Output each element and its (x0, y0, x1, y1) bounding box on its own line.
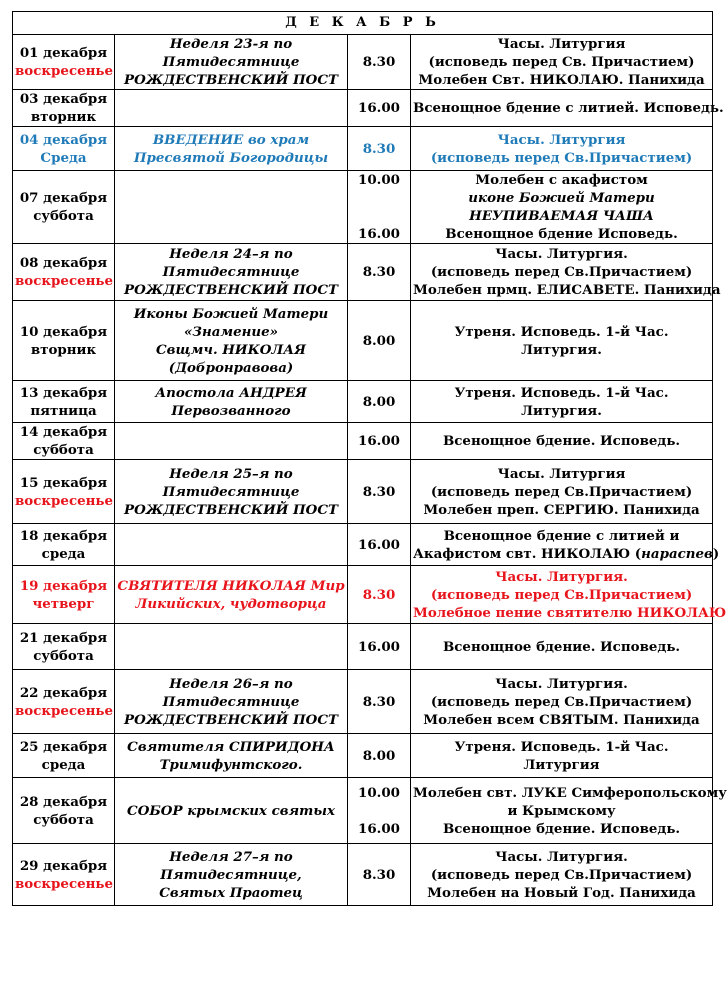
text-line: Неделя 27–я по (169, 848, 293, 865)
text-line: 8.30 (362, 264, 396, 280)
text-line: РОЖДЕСТВЕНСКИЙ ПОСТ (124, 711, 338, 728)
schedule-row (13, 460, 713, 524)
text-line: 16.00 (358, 226, 400, 242)
text-line: Молебен на Новый Год. Панихида (427, 884, 696, 901)
date-text: 07 декабря (19, 190, 108, 206)
text-line: (исповедь перед Св.Причастием) (430, 483, 693, 500)
schedule-row (13, 127, 713, 171)
time-cell (348, 670, 411, 734)
feast-cell (115, 734, 348, 778)
service-cell (411, 670, 713, 734)
date-text: 21 декабря (19, 629, 108, 646)
text-line: 8.00 (362, 393, 396, 410)
text-line: 10.00 (358, 784, 400, 801)
time-cell (348, 524, 411, 566)
text-line: Первозванного (171, 402, 291, 419)
date-cell (13, 566, 115, 624)
date-text: 13 декабря (19, 384, 108, 401)
text-line: Иконы Божией Матери (133, 305, 329, 322)
text-line: Часы. Литургия (497, 131, 626, 148)
time-cell (348, 244, 411, 301)
text-line: Литургия (523, 756, 600, 773)
weekday-text: вторник (30, 109, 97, 125)
text-line: (исповедь перед Св.Причастием) (430, 586, 693, 603)
text-line: Молебен всем СВЯТЫМ. Панихида (423, 711, 700, 728)
date-cell (13, 460, 115, 524)
date-text: 29 декабря (19, 857, 108, 874)
text-line: Пятидесятнице (162, 693, 300, 710)
text-line: Часы. Литургия. (495, 568, 628, 585)
feast-cell (115, 524, 348, 566)
text-line: Всенощное бдение с литией. Исповедь. (413, 100, 724, 116)
text-line: Молебен преп. СЕРГИЮ. Панихида (423, 501, 700, 518)
text-line: Пятидесятнице, (160, 866, 302, 883)
feast-cell (115, 460, 348, 524)
feast-cell (115, 90, 348, 127)
weekday-text: воскресенье (15, 875, 114, 892)
schedule-row (13, 301, 713, 381)
schedule-row (13, 778, 713, 844)
text-line: (исповедь перед Св.Причастием) (430, 693, 693, 710)
text-line: РОЖДЕСТВЕНСКИЙ ПОСТ (124, 282, 338, 298)
service-cell (411, 423, 713, 460)
text-line: Святителя СПИРИДОНА (127, 738, 335, 755)
text-line: Неделя 24–я по (169, 246, 293, 262)
schedule-row (13, 734, 713, 778)
time-cell (348, 90, 411, 127)
text-line: Молебен с акафистом (475, 172, 648, 188)
time-cell (348, 301, 411, 381)
date-text: 03 декабря (19, 91, 108, 107)
date-cell (13, 171, 115, 244)
text-line: Пятидесятнице (162, 264, 300, 280)
time-cell (348, 381, 411, 423)
text-line: Всенощное бдение. Исповедь. (442, 433, 681, 449)
date-text: 25 декабря (19, 738, 108, 755)
schedule-table (12, 11, 727, 906)
date-text: 01 декабря (19, 45, 108, 61)
time-cell (348, 844, 411, 906)
date-cell (13, 734, 115, 778)
text-line: «Знамение» (183, 323, 279, 340)
text-line: НЕУПИВАЕМАЯ ЧАША (469, 208, 654, 224)
date-cell (13, 624, 115, 670)
feast-cell (115, 301, 348, 381)
time-cell (348, 778, 411, 844)
spacer (350, 207, 408, 225)
text-line: Часы. Литургия. (495, 848, 628, 865)
date-cell (13, 301, 115, 381)
date-cell (13, 90, 115, 127)
text-line: Пресвятой Богородицы (133, 149, 329, 166)
time-cell (348, 171, 411, 244)
feast-cell (115, 171, 348, 244)
service-cell (411, 127, 713, 171)
spacer (350, 189, 408, 207)
text-line: 16.00 (358, 536, 400, 553)
feast-cell (115, 127, 348, 171)
service-cell (411, 171, 713, 244)
date-cell (13, 127, 115, 171)
spacer (350, 802, 408, 820)
schedule-row (13, 624, 713, 670)
weekday-text: пятница (30, 402, 97, 419)
time-cell (348, 35, 411, 90)
service-cell (411, 778, 727, 844)
date-cell (13, 844, 115, 906)
text-line: 8.30 (362, 693, 396, 710)
service-cell (411, 460, 713, 524)
weekday-text: Среда (40, 149, 87, 166)
text-line: Неделя 25–я по (169, 465, 293, 482)
service-cell (411, 301, 713, 381)
time-cell (348, 460, 411, 524)
text-line: 8.30 (362, 586, 396, 603)
text-line: 16.00 (358, 638, 400, 655)
text-line: 8.30 (362, 54, 396, 70)
weekday-text: вторник (30, 341, 97, 358)
text-line: Часы. Литургия (497, 36, 626, 52)
month-header-row (13, 12, 713, 35)
weekday-text: воскресенье (15, 492, 114, 509)
date-cell (13, 35, 115, 90)
date-text: 04 декабря (19, 131, 108, 148)
text-line: Утреня. Исповедь. 1-й Час. (454, 323, 669, 340)
weekday-text: суббота (33, 647, 94, 664)
date-text: 28 декабря (19, 793, 108, 810)
weekday-text: четверг (32, 595, 95, 612)
text-line: Молебен свт. ЛУКЕ Симферопольскому (413, 784, 727, 801)
feast-cell (115, 35, 348, 90)
schedule-row (13, 524, 713, 566)
time-cell (348, 566, 411, 624)
text-line: Всенощное бдение. Исповедь. (442, 638, 681, 655)
text-line: Святых Праотец (159, 884, 303, 901)
text-line: ВВЕДЕНИЕ во храм (152, 131, 310, 148)
text-line: СВЯТИТЕЛЯ НИКОЛАЯ Мир (117, 577, 345, 594)
text-line: 8.30 (362, 140, 396, 157)
date-cell (13, 381, 115, 423)
date-text: 19 декабря (19, 577, 108, 594)
date-text: 22 декабря (19, 684, 108, 701)
text-line: СОБОР крымских святых (127, 802, 335, 819)
text-line: Часы. Литургия (497, 465, 626, 482)
text-line: 8.00 (362, 747, 396, 764)
text-line: Акафистом свт. НИКОЛАЮ (нараспев) (413, 545, 720, 562)
feast-cell (115, 423, 348, 460)
feast-cell (115, 670, 348, 734)
feast-cell (115, 244, 348, 301)
weekday-text: суббота (33, 811, 94, 828)
feast-cell (115, 624, 348, 670)
text-line: 8.30 (362, 866, 396, 883)
text-line: (исповедь перед Св.Причастием) (430, 149, 693, 166)
schedule-row (13, 35, 713, 90)
text-line: Свщмч. НИКОЛАЯ (156, 341, 306, 358)
text-line: (исповедь перед Св.Причастием) (430, 866, 693, 883)
time-cell (348, 624, 411, 670)
month-header: Д Е К А Б Р Ь (13, 12, 713, 35)
schedule-row (13, 423, 713, 460)
date-text: 14 декабря (19, 424, 108, 440)
service-cell (411, 566, 727, 624)
text-line: 8.30 (362, 483, 396, 500)
date-text: 10 декабря (19, 323, 108, 340)
date-text: 18 декабря (19, 527, 108, 544)
text-line: Литургия. (521, 402, 602, 419)
date-cell (13, 244, 115, 301)
service-cell (411, 244, 721, 301)
service-cell (411, 624, 713, 670)
weekday-text: среда (41, 545, 86, 562)
text-line: РОЖДЕСТВЕНСКИЙ ПОСТ (124, 501, 338, 518)
text-line: Часы. Литургия. (495, 675, 628, 692)
weekday-text: воскресенье (15, 63, 114, 79)
text-line: Молебное пение святителю НИКОЛАЮ (413, 604, 727, 621)
date-text: 08 декабря (19, 255, 108, 271)
time-cell (348, 734, 411, 778)
text-line: (Добронравова) (168, 359, 294, 376)
schedule-row (13, 670, 713, 734)
text-line: Апостола АНДРЕЯ (155, 384, 307, 401)
service-cell (411, 844, 713, 906)
text-line: Утреня. Исповедь. 1-й Час. (454, 384, 669, 401)
time-cell (348, 423, 411, 460)
service-cell (411, 381, 713, 423)
text-line: 16.00 (358, 433, 400, 449)
feast-cell (115, 381, 348, 423)
text-line: 16.00 (358, 100, 400, 116)
feast-cell (115, 844, 348, 906)
schedule-row (13, 381, 713, 423)
weekday-text: воскресенье (15, 702, 114, 719)
text-line: иконе Божией Матери (468, 190, 655, 206)
text-line: 8.00 (362, 332, 396, 349)
text-line: Неделя 23-я по (169, 36, 293, 52)
text-line: и Крымскому (507, 802, 616, 819)
weekday-text: суббота (33, 442, 94, 458)
text-line: Ликийских, чудотворца (135, 595, 327, 612)
schedule-row (13, 566, 713, 624)
schedule-row (13, 244, 713, 301)
feast-cell (115, 566, 348, 624)
text-line: Пятидесятнице (162, 483, 300, 500)
text-line: 16.00 (358, 820, 400, 837)
service-cell (411, 90, 724, 127)
weekday-text: воскресенье (15, 273, 114, 289)
date-cell (13, 423, 115, 460)
feast-cell (115, 778, 348, 844)
service-cell (411, 524, 720, 566)
text-line: РОЖДЕСТВЕНСКИЙ ПОСТ (124, 72, 338, 88)
date-cell (13, 524, 115, 566)
text-line: Утреня. Исповедь. 1-й Час. (454, 738, 669, 755)
weekday-text: среда (41, 756, 86, 773)
schedule-row (13, 844, 713, 906)
weekday-text: суббота (33, 208, 94, 224)
schedule-row (13, 171, 713, 244)
text-line: Молебен Свт. НИКОЛАЮ. Панихида (418, 72, 705, 88)
schedule-row (13, 90, 713, 127)
date-cell (13, 670, 115, 734)
service-cell (411, 35, 713, 90)
text-line: Всенощное бдение с литией и (443, 527, 680, 544)
time-cell (348, 127, 411, 171)
text-line: Всенощное бдение Исповедь. (445, 226, 678, 242)
text-line: Часы. Литургия. (495, 246, 628, 262)
text-line: 10.00 (358, 172, 400, 188)
text-line: Тримифунтского. (159, 756, 303, 773)
text-line: (исповедь перед Св. Причастием) (428, 54, 695, 70)
date-cell (13, 778, 115, 844)
service-cell (411, 734, 713, 778)
date-text: 15 декабря (19, 474, 108, 491)
text-line: Всенощное бдение. Исповедь. (442, 820, 681, 837)
text-line: Пятидесятнице (162, 54, 300, 70)
text-line: Литургия. (521, 341, 602, 358)
text-line: (исповедь перед Св.Причастием) (430, 264, 693, 280)
text-line: Молебен прмц. ЕЛИСАВЕТЕ. Панихида (413, 282, 721, 298)
text-line: Неделя 26–я по (169, 675, 293, 692)
